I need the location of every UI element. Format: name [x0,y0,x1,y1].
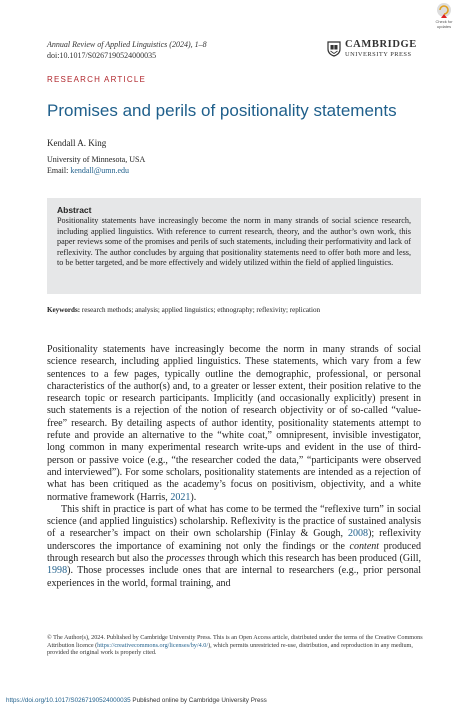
paragraph-text: ). Those processes include ones that are internal to researchers (e.g., prior personal experiences in the world, formal training, and [47,565,421,589]
university-crest-icon [327,41,341,57]
article-body [47,344,421,590]
updates-icon [436,2,452,20]
license-text: © The Author(s), 2024. Published by Cambridge University Press. This is an Open Access article, distributed under the terms of the Creative Commons Attribution licence ( [47,634,423,649]
citation-link[interactable]: 1998 [47,565,68,577]
journal-name: Annual Review of Applied Linguistics (2024), 1–8 [47,40,207,49]
published-online-text: Published online by Cambridge University Press [130,697,267,704]
body-paragraph-2 [47,504,421,590]
article-title: Promises and perils of positionality statements [47,101,397,120]
article-type: RESEARCH ARTICLE [47,75,147,84]
article-doi: doi:10.1017/S0267190524000035 [47,50,157,60]
citation-link[interactable]: 2021 [170,491,191,503]
email-label: Email: [47,165,69,175]
publisher-logo [327,40,417,58]
check-for-updates-badge[interactable] [431,2,457,30]
email-line [47,166,145,177]
updates-label: Check for updates [435,19,453,29]
emphasis-text: processes [166,553,205,565]
copyright-footnote [47,634,423,657]
license-link[interactable]: https://creativecommons.org/licenses/by/4.0/ [97,641,209,649]
abstract-box [47,198,421,294]
citation-link[interactable]: 2008 [347,528,369,540]
license-text: ), which permits unrestricted re-use, distribution, and reproduction in any medium, provided the original work is properly cited. [47,641,413,657]
doi-link[interactable]: https://doi.org/10.1017/S0267190524000035 [6,697,131,704]
author-name: Kendall A. King [47,138,107,148]
keywords-text: research methods; analysis; applied linguistics; ethnography; reflexivity; replication [81,306,321,314]
author-affiliation-block [47,155,145,176]
page-bottom-bar [6,697,267,704]
emphasis-text: content [349,540,380,552]
body-paragraph-1 [47,344,421,504]
abstract-text: Positionality statements have increasingly become the norm in many strands of social science research, including applied linguistics. With reference to current research, theory, and the author’s own work, this paper reviews some of the promises and perils of such statements, including their performativity and lack of reflexivity. The author concludes by arguing that positionality statements need to offer both more and less, to be better targeted, and be more effectively and widely utilized within the field of applied linguistics. [57,216,412,268]
journal-citation [47,40,207,61]
paragraph-text: ). [190,491,197,503]
abstract-heading: Abstract [57,205,92,215]
publisher-name: CAMBRIDGE [345,39,417,50]
email-link[interactable]: kendall@umn.edu [70,165,130,175]
keywords-line [47,305,427,315]
publisher-subname: UNIVERSITY PRESS [345,50,412,58]
paragraph-text: Positionality statements have increasingly become the norm in many strands of social science research, including applied linguistics. These statements, which vary from a few sentences to a few pages, typically outline the demographic, professional, or personal characteristics of the author(s) and, to a greater or lesser extent, their position relative to the research topic or research participants. Implicitly (and occasionally explicitly) present in such statements is a rejection of the notion of research objectivity or of so-called “value-free” research. By detailing aspects of author identity, positionality statements attempt to refute and provide an alternative to the “white coat,” omnipresent, invisible investigator, long common in many experimental research write-ups and evident in the use of third-person or passive voice (e.g., “the researcher coded the data,” “participants were observed and interviewed”). For some scholars, positionality statements are intended as a rejection of what has been critiqued as the academy’s focus on positivism, objectivity, and a white normative framework (Harris, [47,344,421,503]
paragraph-text: produced through research but also the [47,540,421,565]
affiliation: University of Minnesota, USA [47,155,146,164]
paragraph-text: ); reflexivity underscores the importance of examining not only the findings or the [47,528,421,552]
paragraph-text: through which this research has been produced (Gill, [204,553,422,565]
keywords-label: Keywords: [47,306,81,314]
paragraph-text: This shift in practice is part of what has come to be termed the “reflexive turn” in social science (and applied linguistics) scholarship. Reflexivity is the practice of sustained analysis of a researcher’s impact on their own scholarship (Finlay & Gough, [47,503,421,540]
